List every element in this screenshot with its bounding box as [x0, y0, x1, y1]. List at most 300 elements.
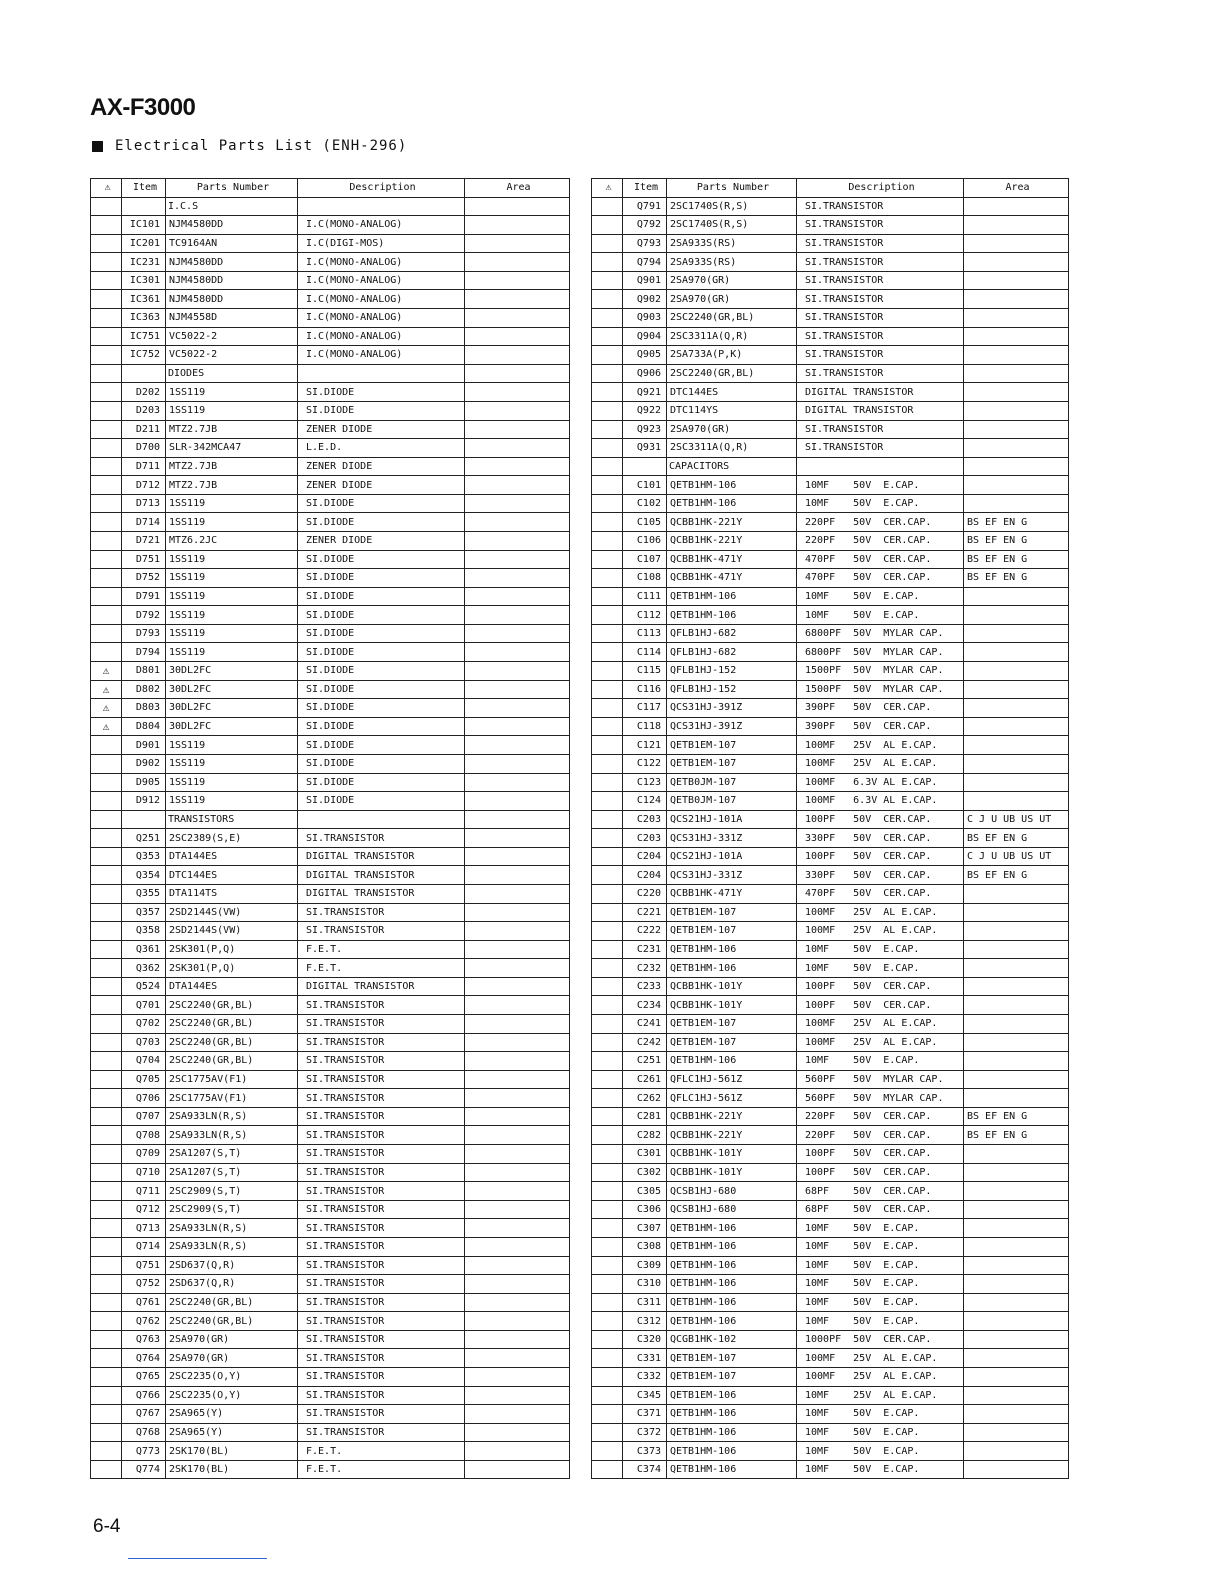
table-row [592, 1442, 1069, 1461]
cell-item: C310 [623, 1275, 667, 1294]
cell-parts-number: QETB0JM-107 [667, 773, 797, 792]
cell-item: Q706 [122, 1089, 166, 1108]
cell-parts-number: NJM4580DD [166, 290, 298, 309]
cell-warning [91, 197, 122, 216]
cell-area [964, 1386, 1069, 1405]
cell-parts-number: 1SS119 [166, 383, 298, 402]
cell-area [964, 1256, 1069, 1275]
cell-item: Q357 [122, 903, 166, 922]
cell-parts-number: QETB1HM-106 [667, 1460, 797, 1479]
cell-parts-number: 1SS119 [166, 550, 298, 569]
cell-description: SI.DIODE [298, 773, 465, 792]
cell-warning [592, 531, 623, 550]
cell-parts-number: QETB1EM-107 [667, 1033, 797, 1052]
cell-area: BS EF EN G [964, 829, 1069, 848]
cell-item: C221 [623, 903, 667, 922]
table-row [91, 1405, 570, 1424]
cell-description: SI.TRANSISTOR [797, 346, 964, 365]
cell-area [964, 717, 1069, 736]
table-row [592, 1312, 1069, 1331]
cell-item: Q251 [122, 829, 166, 848]
cell-area [465, 1442, 570, 1461]
cell-description: SI.TRANSISTOR [797, 420, 964, 439]
cell-area [964, 1368, 1069, 1387]
cell-description: SI.TRANSISTOR [298, 1107, 465, 1126]
cell-description: SI.TRANSISTOR [797, 271, 964, 290]
cell-item: C309 [623, 1256, 667, 1275]
cell-warning [592, 1330, 623, 1349]
cell-parts-number: QCSB1HJ-680 [667, 1182, 797, 1201]
cell-description: 220PF 50V CER.CAP. [797, 531, 964, 550]
cell-description: F.E.T. [298, 1442, 465, 1461]
cell-area [964, 754, 1069, 773]
cell-area [964, 1405, 1069, 1424]
cell-warning [91, 847, 122, 866]
table-row [91, 680, 570, 699]
cell-parts-number: QETB1HM-106 [667, 1405, 797, 1424]
cell-area [465, 903, 570, 922]
table-row [91, 309, 570, 328]
cell-warning [91, 754, 122, 773]
cell-parts-number: 2SK301(P,Q) [166, 959, 298, 978]
cell-parts-number: 2SD637(Q,R) [166, 1256, 298, 1275]
cell-warning [91, 1107, 122, 1126]
cell-description [298, 364, 465, 383]
table-row [592, 1460, 1069, 1479]
table-row [592, 884, 1069, 903]
cell-parts-number: 30DL2FC [166, 680, 298, 699]
cell-parts-number: 2SA733A(P,K) [667, 346, 797, 365]
square-bullet-icon [92, 141, 103, 152]
cell-warning [592, 401, 623, 420]
table-row [592, 1163, 1069, 1182]
cell-description: ZENER DIODE [298, 420, 465, 439]
cell-item: C105 [623, 513, 667, 532]
cell-description: F.E.T. [298, 940, 465, 959]
cell-item: D711 [122, 457, 166, 476]
cell-area [964, 1349, 1069, 1368]
header-warning: ⚠ [91, 179, 122, 198]
cell-item: C234 [623, 996, 667, 1015]
cell-warning [592, 1293, 623, 1312]
cell-description: SI.TRANSISTOR [797, 364, 964, 383]
cell-item: C117 [623, 699, 667, 718]
cell-description: 390PF 50V CER.CAP. [797, 717, 964, 736]
cell-item: C242 [623, 1033, 667, 1052]
cell-parts-number: QETB1HM-106 [667, 1442, 797, 1461]
table-row [592, 680, 1069, 699]
cell-parts-number: MTZ2.7JB [166, 476, 298, 495]
cell-parts-number: DTC144ES [166, 866, 298, 885]
cell-item: C332 [623, 1368, 667, 1387]
cell-area [964, 736, 1069, 755]
cell-description: 560PF 50V MYLAR CAP. [797, 1089, 964, 1108]
cell-parts-number: 2SC1775AV(F1) [166, 1070, 298, 1089]
cell-item: C203 [623, 810, 667, 829]
table-row [91, 829, 570, 848]
table-row [91, 587, 570, 606]
table-row [592, 699, 1069, 718]
cell-warning [91, 866, 122, 885]
cell-warning [91, 1312, 122, 1331]
cell-area: BS EF EN G [964, 531, 1069, 550]
cell-warning [592, 1219, 623, 1238]
cell-area [465, 364, 570, 383]
table-row [91, 1293, 570, 1312]
table-row [592, 940, 1069, 959]
cell-area [964, 1275, 1069, 1294]
table-row [592, 1182, 1069, 1201]
cell-area [964, 1442, 1069, 1461]
cell-warning [91, 457, 122, 476]
cell-item: C106 [623, 531, 667, 550]
cell-description: SI.TRANSISTOR [797, 197, 964, 216]
cell-parts-number: QCS31HJ-331Z [667, 866, 797, 885]
cell-item: IC361 [122, 290, 166, 309]
cell-area [465, 996, 570, 1015]
cell-area [465, 1312, 570, 1331]
cell-description: 1500PF 50V MYLAR CAP. [797, 680, 964, 699]
cell-warning [592, 717, 623, 736]
cell-parts-number: 2SC2240(GR,BL) [667, 309, 797, 328]
cell-parts-number: 2SC1740S(R,S) [667, 197, 797, 216]
cell-description: 100PF 50V CER.CAP. [797, 1163, 964, 1182]
cell-parts-number: 2SC3311A(Q,R) [667, 439, 797, 458]
cell-area [465, 513, 570, 532]
cell-warning [592, 476, 623, 495]
cell-warning [91, 494, 122, 513]
cell-item: D901 [122, 736, 166, 755]
parts-table-left [90, 178, 570, 1479]
cell-description: SI.TRANSISTOR [298, 903, 465, 922]
cell-warning [91, 1442, 122, 1461]
table-row [592, 847, 1069, 866]
table-row [91, 234, 570, 253]
cell-warning [592, 234, 623, 253]
table-row [592, 383, 1069, 402]
cell-description: 10MF 50V E.CAP. [797, 959, 964, 978]
cell-description: ZENER DIODE [298, 457, 465, 476]
cell-parts-number: QCBB1HK-221Y [667, 531, 797, 550]
table-row [91, 1126, 570, 1145]
cell-area [465, 884, 570, 903]
cell-item: D905 [122, 773, 166, 792]
table-row [91, 383, 570, 402]
table-row [91, 420, 570, 439]
cell-parts-number: VC5022-2 [166, 327, 298, 346]
table-row [592, 1126, 1069, 1145]
cell-warning [592, 1145, 623, 1164]
cell-area [964, 1089, 1069, 1108]
cell-warning [91, 996, 122, 1015]
header-area: Area [964, 179, 1069, 198]
cell-area [465, 309, 570, 328]
cell-parts-number: 2SC2240(GR,BL) [166, 1052, 298, 1071]
cell-area [465, 271, 570, 290]
cell-warning [592, 643, 623, 662]
cell-parts-number: 1SS119 [166, 736, 298, 755]
cell-item: Q712 [122, 1200, 166, 1219]
cell-description: SI.DIODE [298, 401, 465, 420]
cell-item [122, 197, 166, 216]
cell-item [122, 364, 166, 383]
cell-warning [592, 736, 623, 755]
cell-warning [592, 662, 623, 681]
cell-parts-number: NJM4558D [166, 309, 298, 328]
cell-description: 330PF 50V CER.CAP. [797, 829, 964, 848]
cell-description: 10MF 50V E.CAP. [797, 1405, 964, 1424]
cell-item: C123 [623, 773, 667, 792]
cell-item: Q768 [122, 1423, 166, 1442]
cell-item: C101 [623, 476, 667, 495]
cell-item: Q793 [623, 234, 667, 253]
cell-area [465, 1368, 570, 1387]
cell-item: C372 [623, 1423, 667, 1442]
cell-warning [91, 1275, 122, 1294]
cell-area [465, 420, 570, 439]
cell-description: 1500PF 50V MYLAR CAP. [797, 662, 964, 681]
table-row [592, 792, 1069, 811]
cell-warning [91, 1070, 122, 1089]
table-row [592, 253, 1069, 272]
cell-item: IC231 [122, 253, 166, 272]
cell-parts-number: 2SA970(GR) [667, 420, 797, 439]
cell-area [964, 1312, 1069, 1331]
cell-area [964, 216, 1069, 235]
cell-warning [91, 1256, 122, 1275]
table-row [592, 1368, 1069, 1387]
cell-item: Q709 [122, 1145, 166, 1164]
cell-warning [91, 364, 122, 383]
cell-warning [91, 1033, 122, 1052]
cell-area [964, 940, 1069, 959]
cell-warning [91, 327, 122, 346]
cell-warning [91, 216, 122, 235]
table-row [91, 401, 570, 420]
cell-item: C118 [623, 717, 667, 736]
cell-item: Q901 [623, 271, 667, 290]
table-row [91, 996, 570, 1015]
cell-description: 560PF 50V MYLAR CAP. [797, 1070, 964, 1089]
cell-warning [592, 1312, 623, 1331]
cell-item: Q923 [623, 420, 667, 439]
cell-item: Q902 [623, 290, 667, 309]
cell-item: D803 [122, 699, 166, 718]
table-row [91, 253, 570, 272]
cell-description: 100MF 25V AL E.CAP. [797, 1349, 964, 1368]
cell-description: 390PF 50V CER.CAP. [797, 699, 964, 718]
cell-item: Q362 [122, 959, 166, 978]
cell-area [465, 1349, 570, 1368]
table-row [91, 364, 570, 383]
cell-item: C373 [623, 1442, 667, 1461]
cell-parts-number: 2SC1775AV(F1) [166, 1089, 298, 1108]
cell-area [465, 1145, 570, 1164]
cell-warning [592, 792, 623, 811]
cell-description: 68PF 50V CER.CAP. [797, 1182, 964, 1201]
cell-warning [91, 1293, 122, 1312]
cell-item: Q761 [122, 1293, 166, 1312]
cell-description: 100MF 25V AL E.CAP. [797, 922, 964, 941]
cell-item: D721 [122, 531, 166, 550]
cell-area [964, 977, 1069, 996]
table-row [91, 1033, 570, 1052]
table-row [91, 1275, 570, 1294]
cell-description: SI.TRANSISTOR [298, 1163, 465, 1182]
cell-description: 1000PF 50V CER.CAP. [797, 1330, 964, 1349]
cell-description: 100MF 25V AL E.CAP. [797, 754, 964, 773]
table-row [592, 216, 1069, 235]
cell-warning [91, 1052, 122, 1071]
cell-warning [91, 1126, 122, 1145]
cell-description: 220PF 50V CER.CAP. [797, 1107, 964, 1126]
cell-warning [91, 773, 122, 792]
cell-parts-number: QCS31HJ-391Z [667, 717, 797, 736]
table-row [91, 1163, 570, 1182]
cell-item: C112 [623, 606, 667, 625]
cell-description: 10MF 50V E.CAP. [797, 1052, 964, 1071]
cell-warning [91, 1182, 122, 1201]
cell-warning [91, 903, 122, 922]
cell-description: 470PF 50V CER.CAP. [797, 550, 964, 569]
cell-warning [592, 754, 623, 773]
cell-warning [592, 1126, 623, 1145]
table-row [592, 829, 1069, 848]
cell-item: D912 [122, 792, 166, 811]
cell-warning [91, 420, 122, 439]
table-row [91, 1386, 570, 1405]
table-row [91, 792, 570, 811]
cell-description: SI.TRANSISTOR [797, 327, 964, 346]
table-row [592, 197, 1069, 216]
table-row [592, 1200, 1069, 1219]
cell-item: Q708 [122, 1126, 166, 1145]
cell-parts-number: 2SK170(BL) [166, 1442, 298, 1461]
cell-warning [91, 383, 122, 402]
cell-parts-number: 1SS119 [166, 569, 298, 588]
cell-description: 10MF 50V E.CAP. [797, 587, 964, 606]
cell-item: Q355 [122, 884, 166, 903]
cell-warning [592, 346, 623, 365]
cell-description: SI.TRANSISTOR [298, 1182, 465, 1201]
cell-area [465, 977, 570, 996]
cell-parts-number: QETB1EM-107 [667, 736, 797, 755]
cell-description: 10MF 50V E.CAP. [797, 476, 964, 495]
cell-warning [592, 977, 623, 996]
table-row [592, 903, 1069, 922]
cell-warning [592, 550, 623, 569]
cell-description: SI.TRANSISTOR [797, 439, 964, 458]
cell-item: Q707 [122, 1107, 166, 1126]
table-row [592, 513, 1069, 532]
cell-area [465, 253, 570, 272]
cell-warning [592, 903, 623, 922]
cell-item: C241 [623, 1015, 667, 1034]
cell-description: SI.DIODE [298, 736, 465, 755]
cell-description: SI.TRANSISTOR [298, 1275, 465, 1294]
cell-area [964, 903, 1069, 922]
cell-area [465, 587, 570, 606]
table-row [592, 977, 1069, 996]
cell-parts-number: QCBB1HK-471Y [667, 569, 797, 588]
table-row [91, 1330, 570, 1349]
cell-item: Q766 [122, 1386, 166, 1405]
cell-parts-number: QCBB1HK-221Y [667, 513, 797, 532]
cell-description: SI.TRANSISTOR [298, 829, 465, 848]
cell-item: Q701 [122, 996, 166, 1015]
cell-description: DIGITAL TRANSISTOR [298, 884, 465, 903]
cell-description: SI.DIODE [298, 587, 465, 606]
cell-item: Q710 [122, 1163, 166, 1182]
cell-area [465, 1107, 570, 1126]
cell-item: C301 [623, 1145, 667, 1164]
cell-area [964, 792, 1069, 811]
cell-item: C306 [623, 1200, 667, 1219]
cell-item: C113 [623, 624, 667, 643]
table-row [592, 1219, 1069, 1238]
cell-area [465, 699, 570, 718]
cell-area [964, 1070, 1069, 1089]
cell-area [964, 1293, 1069, 1312]
cell-warning [592, 810, 623, 829]
table-row [592, 1386, 1069, 1405]
table-row [592, 624, 1069, 643]
cell-warning [91, 643, 122, 662]
cell-item: C374 [623, 1460, 667, 1479]
cell-warning [592, 513, 623, 532]
cell-description: SI.DIODE [298, 662, 465, 681]
cell-area [964, 884, 1069, 903]
table-row [91, 1312, 570, 1331]
table-row [91, 940, 570, 959]
table-row [592, 290, 1069, 309]
cell-warning [91, 1200, 122, 1219]
cell-warning [592, 309, 623, 328]
cell-parts-number: VC5022-2 [166, 346, 298, 365]
table-row [91, 884, 570, 903]
cell-item: C222 [623, 922, 667, 941]
cell-warning [91, 550, 122, 569]
table-row [91, 346, 570, 365]
cell-area [465, 234, 570, 253]
cell-warning [91, 1089, 122, 1108]
cell-area: BS EF EN G [964, 1126, 1069, 1145]
cell-warning [592, 197, 623, 216]
header-item: Item [122, 179, 166, 198]
cell-parts-number: 2SK170(BL) [166, 1460, 298, 1479]
cell-warning [592, 1349, 623, 1368]
cell-description: 6800PF 50V MYLAR CAP. [797, 624, 964, 643]
cell-area [964, 587, 1069, 606]
cell-warning [592, 290, 623, 309]
cell-area [465, 1033, 570, 1052]
table-row [91, 773, 570, 792]
cell-item: D793 [122, 624, 166, 643]
cell-warning [592, 1015, 623, 1034]
cell-area [465, 1386, 570, 1405]
cell-item: Q903 [623, 309, 667, 328]
cell-warning [91, 736, 122, 755]
cell-parts-number: QETB1HM-106 [667, 587, 797, 606]
cell-warning [592, 829, 623, 848]
cell-parts-number: DTA144ES [166, 847, 298, 866]
cell-item: Q792 [623, 216, 667, 235]
cell-warning: ⚠ [91, 680, 122, 699]
table-row [91, 1368, 570, 1387]
cell-parts-number: 2SC2389(S,E) [166, 829, 298, 848]
cell-warning [91, 1423, 122, 1442]
cell-description [298, 197, 465, 216]
